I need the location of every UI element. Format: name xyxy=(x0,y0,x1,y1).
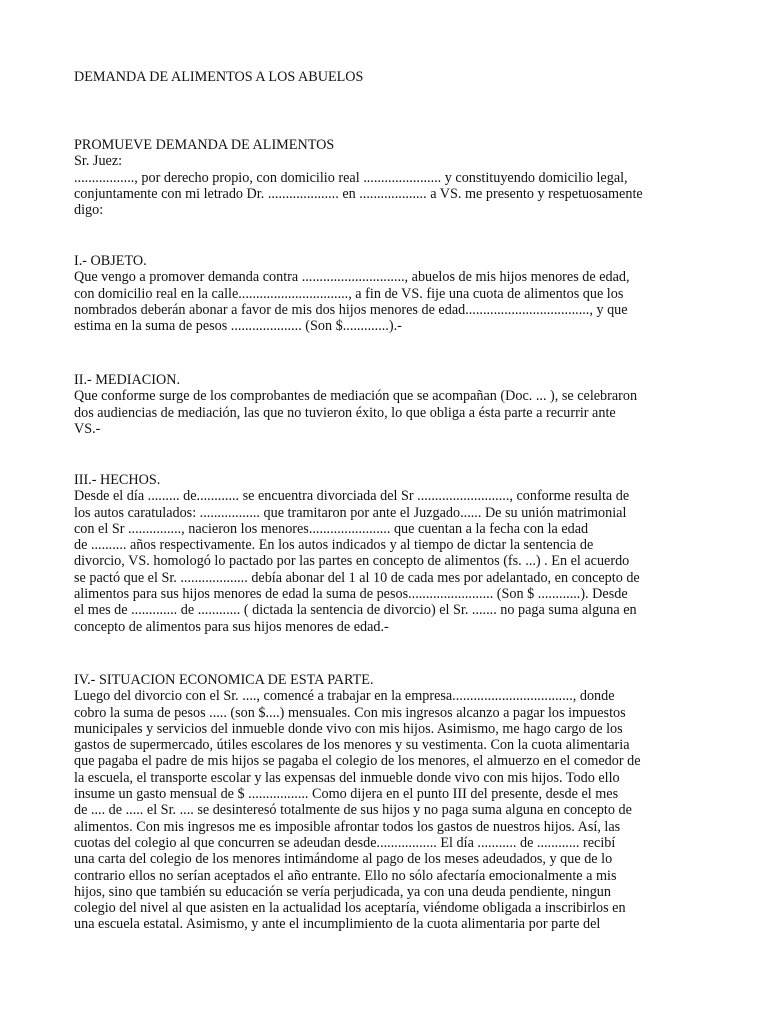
document-title: DEMANDA DE ALIMENTOS A LOS ABUELOS xyxy=(74,69,364,85)
section-heading-promueve: PROMUEVE DEMANDA DE ALIMENTOS xyxy=(74,137,335,153)
paragraph-line: contrario ellos no serían aceptados el año entrante. Ello no sólo afectaría emocionalmente a mis xyxy=(74,867,617,884)
paragraph-line: Desde el día ......... de............ se encuentra divorciada del Sr .........................., conforme resulta de xyxy=(74,488,630,505)
section-heading-objeto: I.- OBJETO. xyxy=(74,253,147,269)
paragraph-line: una carta del colegio de los menores intimándome al pago de los meses adeudados, y que de lo xyxy=(74,851,613,868)
paragraph-line: colegio del nivel al que asisten en la actualidad los aceptaría, viéndome obligada a inscribirlos en xyxy=(74,900,626,917)
paragraph-line: insume un gasto mensual de $ ................. Como dijera en el punto III del presente, desde el mes xyxy=(74,786,619,803)
paragraph-line: gastos de supermercado, útiles escolares de los menores y su vestimenta. Con la cuota alimentaria xyxy=(74,737,630,754)
paragraph-line: Que vengo a promover demanda contra ............................., abuelos de mis hijos menores de edad, xyxy=(74,269,630,286)
paragraph-line: cobro la suma de pesos ..... (son $....) mensuales. Con mis ingresos alcanzo a pagar los impuestos xyxy=(74,704,626,721)
paragraph-line: alimentos para sus hijos menores de edad la suma de pesos........................ (Son $ ............). Desde xyxy=(74,586,628,603)
paragraph-line: los autos caratulados: ................. que tramitaron por ante el Juzgado...... De su unión matrimonial xyxy=(74,504,627,521)
paragraph-line: cuotas del colegio al que concurren se adeudan desde................. El día ........... de ............ recibí xyxy=(74,834,616,851)
section-heading-hechos: III.- HECHOS. xyxy=(74,472,161,488)
paragraph-line: de .......... años respectivamente. En los autos indicados y al tiempo de dictar la sentencia de xyxy=(74,537,594,554)
paragraph-line: de .... de ..... el Sr. .... se desinteresó totalmente de sus hijos y no paga suma alguna en concepto de xyxy=(74,802,632,819)
paragraph-line: ................., por derecho propio, con domicilio real ...................... y constituyendo domicilio legal, xyxy=(74,169,628,186)
paragraph-line: que pagaba el padre de mis hijos se pagaba el colegio de los menores, el almuerzo en el comedor de xyxy=(74,753,641,770)
paragraph-line: con el Sr ..............., nacieron los menores....................... que cuentan a la fecha con la edad xyxy=(74,520,589,537)
section-objeto xyxy=(74,253,704,334)
paragraph-line: divorcio, VS. homologó lo pactado por las partes en concepto de alimentos (fs. ...) . En el acuerdo xyxy=(74,553,630,570)
section-mediacion xyxy=(74,372,704,437)
section-promueve xyxy=(74,137,704,218)
paragraph-line: estima en la suma de pesos .................... (Son $.............).- xyxy=(74,318,402,335)
paragraph-line: VS.- xyxy=(74,420,101,437)
paragraph-line: concepto de alimentos para sus hijos menores de edad.- xyxy=(74,618,389,635)
paragraph-line: el mes de ............. de ............ ( dictada la sentencia de divorcio) el Sr. ....... no paga suma alguna en xyxy=(74,602,637,619)
paragraph-line: dos audiencias de mediación, las que no tuvieron éxito, lo que obliga a ésta parte a recurrir ante xyxy=(74,404,616,421)
paragraph-line: nombrados deberán abonar a favor de mis dos hijos menores de edad..................................., y que xyxy=(74,301,628,318)
paragraph-line: alimentos. Con mis ingresos me es imposible afrontar todos los gastos de nuestros hijos. Así, las xyxy=(74,818,621,835)
paragraph-line: Luego del divorcio con el Sr. ...., comencé a trabajar en la empresa.................................., donde xyxy=(74,688,615,705)
section-heading-mediacion: II.- MEDIACION. xyxy=(74,372,180,388)
paragraph-line: se pactó que el Sr. ................... debía abonar del 1 al 10 de cada mes por adelantado, en concepto de xyxy=(74,569,640,586)
paragraph-line: hijos, sino que también su educación se vería perjudicada, ya con una deuda pendiente, ningun xyxy=(74,883,611,900)
paragraph-line: Sr. Juez: xyxy=(74,153,123,170)
paragraph-line: la escuela, el transporte escolar y las expensas del inmueble donde vivo con mis hijos. Todo ello xyxy=(74,769,620,786)
section-heading-situacion-economica: IV.- SITUACION ECONOMICA DE ESTA PARTE. xyxy=(74,672,374,688)
paragraph-line: Que conforme surge de los comprobantes de mediación que se acompañan (Doc. ... ), se celebraron xyxy=(74,388,638,405)
section-hechos xyxy=(74,472,704,635)
paragraph-line: conjuntamente con mi letrado Dr. .................... en ................... a VS. me presento y respetuosamente xyxy=(74,185,643,202)
paragraph-line: con domicilio real en la calle..............................., a fin de VS. fije una cuota de alimentos que los xyxy=(74,285,624,302)
paragraph-line: municipales y servicios del inmueble donde vivo con mis hijos. Asimismo, me hago cargo de los xyxy=(74,720,623,737)
paragraph-line: digo: xyxy=(74,202,104,219)
paragraph-line: una escuela estatal. Asimismo, y ante el incumplimiento de la cuota alimentaria por parte del xyxy=(74,916,601,933)
section-situacion-economica xyxy=(74,672,704,933)
